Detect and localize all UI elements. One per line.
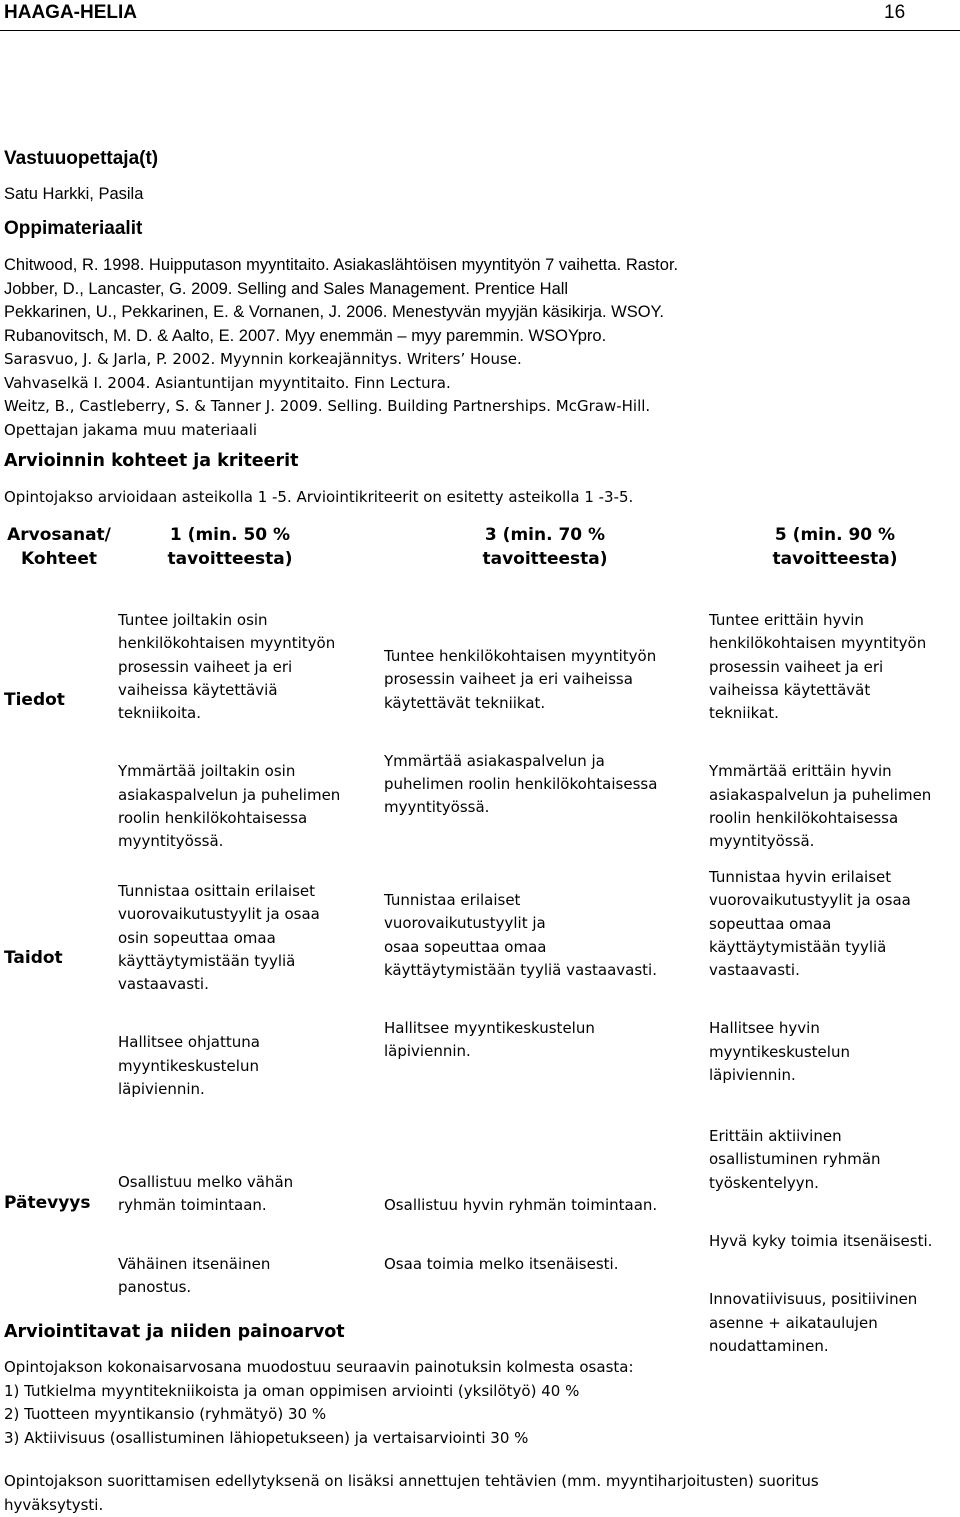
material-item: Opettajan jakama muu materiaali [4, 420, 258, 439]
methods-heading: Arviointitavat ja niiden painoarvot [4, 1322, 345, 1342]
grade-5-header: 5 (min. 90 % tavoitteesta) [772, 525, 898, 569]
row-label-tiedot: Tiedot [4, 690, 65, 710]
page-number: 16 [884, 2, 906, 23]
material-item: Jobber, D., Lancaster, G. 2009. Selling and Sales Management. Prentice Hall [4, 279, 569, 298]
material-item: Weitz, B., Castleberry, S. & Tanner J. 2009. Selling. Building Partnerships. McGraw-Hill. [4, 397, 651, 415]
criteria-text: Hyvä kyky toimia itsenäisesti. [709, 1232, 933, 1251]
material-item: Chitwood, R. 1998. Huipputason myyntitaito. Asiakaslähtöisen myyntityön 7 vaihetta. Rastor. [4, 256, 679, 274]
materials-list [4, 254, 678, 442]
criteria-cell-patevyys-5 [709, 1102, 959, 1381]
criteria-text: Tunnistaa osittain erilaiset vuorovaikutustyylit ja osaa osin sopeuttaa omaa käyttäytymistään tyyliä vastaavasti. [118, 882, 320, 994]
criteria-text: Tuntee erittäin hyvin henkilökohtaisen myyntityön prosessin vaiheet ja eri vaiheissa käytettävät tekniikat. [709, 611, 927, 723]
methods-footer: Opintojakson suorittamisen edellytyksenä on lisäksi annettujen tehtävien (mm. myyntiharjoitusten) suoritus hyväksytysti. [4, 1472, 819, 1514]
grade-3-header: 3 (min. 70 % tavoitteesta) [482, 525, 608, 569]
methods-line: 2) Tuotteen myyntikansio (ryhmätyö) 30 % [4, 1405, 327, 1423]
criteria-cell-tiedot-1 [118, 586, 388, 876]
criteria-text: Osallistuu melko vähän ryhmän toimintaan. [118, 1173, 294, 1215]
criteria-text: Hallitsee myyntikeskustelun läpiviennin. [384, 1019, 595, 1061]
materials-heading: Oppimateriaalit [4, 218, 143, 239]
methods-line: Opintojakson kokonaisarvosana muodostuu seuraavin painotuksin kolmesta osasta: [4, 1358, 634, 1376]
material-item: Pekkarinen, U., Pekkarinen, E. & Vornanen, J. 2006. Menestyvän myyjän käsikirja. WSOY. [4, 303, 665, 321]
criteria-cell-tiedot-5 [709, 586, 959, 876]
row-label-patevyys: Pätevyys [4, 1193, 91, 1213]
criteria-text: Tunnistaa hyvin erilaiset vuorovaikutustyylit ja osaa sopeuttaa omaa käyttäytymistään tyyliä vastaavasti. [709, 868, 911, 980]
criteria-cell-patevyys-3 [384, 1171, 704, 1299]
criteria-text: Tuntee henkilökohtaisen myyntityön prosessin vaiheet ja eri vaiheissa käytettävät tekniikat. [384, 647, 657, 712]
criteria-cell-tiedot-3 [384, 622, 704, 843]
criteria-cell-patevyys-1 [118, 1148, 388, 1322]
criteria-text: Tuntee joiltakin osin henkilökohtaisen myyntityön prosessin vaiheet ja eri vaiheissa käytettäviä tekniikoita. [118, 611, 336, 723]
methods-line: 1) Tutkielma myyntitekniikoista ja oman oppimisen arviointi (yksilötyö) 40 % [4, 1381, 580, 1400]
criteria-text: Innovatiivisuus, positiivinen asenne + aikataulujen noudattaminen. [709, 1290, 918, 1355]
criteria-text: Hallitsee hyvin myyntikeskustelun läpiviennin. [709, 1019, 850, 1084]
document-header-org: HAAGA-HELIA [4, 2, 137, 23]
responsible-heading: Vastuuopettaja(t) [4, 148, 159, 169]
criteria-text: Ymmärtää asiakaspalvelun ja puhelimen roolin henkilökohtaisessa myyntityössä. [384, 752, 658, 817]
criteria-text: Hallitsee ohjattuna myyntikeskustelun läpiviennin. [118, 1033, 260, 1098]
criteria-text: Tunnistaa erilaiset vuorovaikutustyylit ja osaa sopeuttaa omaa käyttäytymistään tyyliä vastaavasti. [384, 891, 657, 979]
criteria-text: Osaa toimia melko itsenäisesti. [384, 1254, 619, 1273]
table-corner-header: Arvosanat/ Kohteet [7, 525, 111, 569]
methods-list [4, 1356, 634, 1450]
material-item: Rubanovitsch, M. D. & Aalto, E. 2007. Myy enemmän – myy paremmin. WSOYpro. [4, 326, 607, 345]
material-item: Vahvaselkä I. 2004. Asiantuntijan myyntitaito. Finn Lectura. [4, 373, 451, 392]
criteria-intro: Opintojakso arvioidaan asteikolla 1 -5. Arviointikriteerit on esitetty asteikolla 1 -3-5. [4, 488, 634, 506]
criteria-text: Osallistuu hyvin ryhmän toimintaan. [384, 1196, 658, 1215]
criteria-cell-taidot-1 [118, 857, 388, 1124]
criteria-heading: Arvioinnin kohteet ja kriteerit [4, 451, 299, 471]
row-label-taidot: Taidot [4, 948, 63, 968]
criteria-text: Ymmärtää erittäin hyvin asiakaspalvelun ja puhelimen roolin henkilökohtaisessa myyntityössä. [709, 762, 932, 851]
responsible-name: Satu Harkki, Pasila [4, 185, 144, 203]
methods-line: 3) Aktiivisuus (osallistuminen lähiopetukseen) ja vertaisarviointi 30 % [4, 1428, 529, 1447]
criteria-cell-taidot-3 [384, 866, 704, 1087]
criteria-cell-taidot-5 [709, 843, 959, 1110]
header-divider [0, 30, 960, 31]
criteria-text: Erittäin aktiivinen osallistuminen ryhmän työskentelyyn. [709, 1127, 881, 1192]
grade-1-header: 1 (min. 50 % tavoitteesta) [167, 525, 293, 569]
criteria-text: Vähäinen itsenäinen panostus. [118, 1254, 271, 1297]
material-item: Sarasvuo, J. & Jarla, P. 2002. Myynnin korkeajännitys. Writers’ House. [4, 350, 522, 368]
criteria-text: Ymmärtää joiltakin osin asiakaspalvelun ja puhelimen roolin henkilökohtaisessa myyntityössä. [118, 762, 341, 851]
